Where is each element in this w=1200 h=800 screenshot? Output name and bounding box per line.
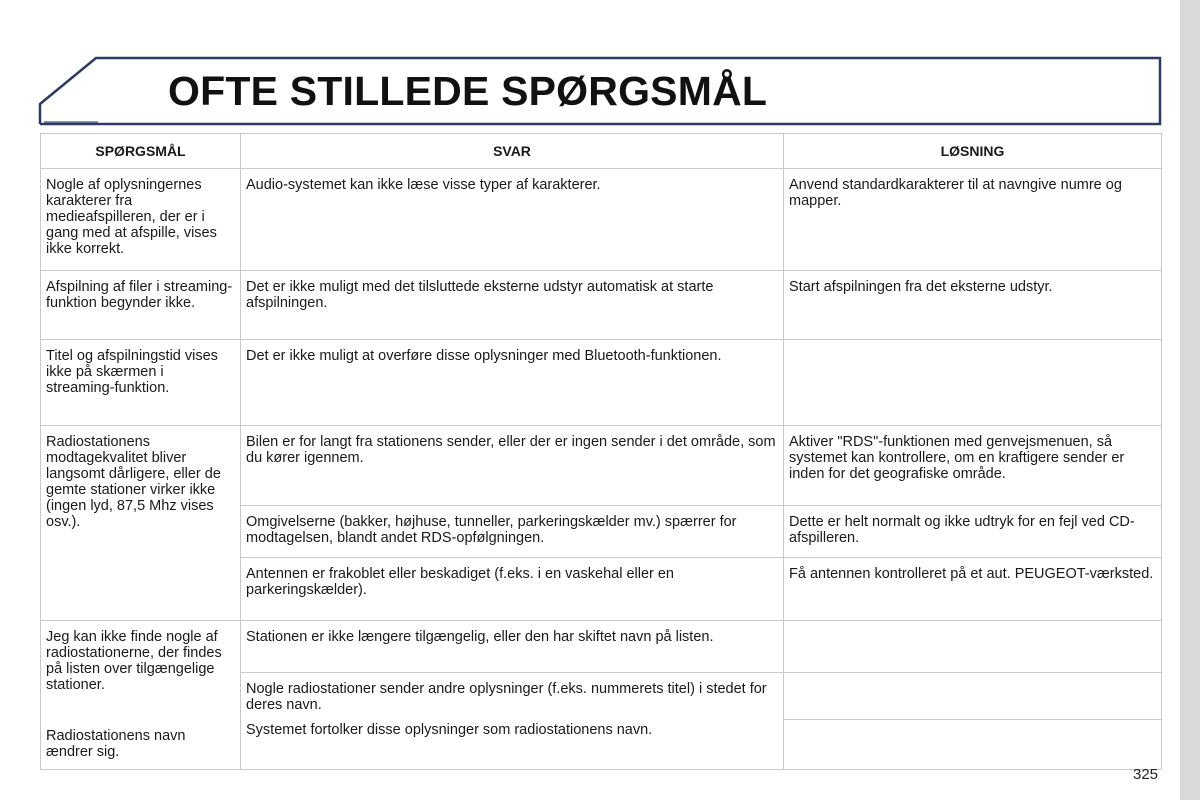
- solution-cell: [784, 340, 1162, 426]
- solution-cell: Anvend standardkarakterer til at navngive numre og mapper.: [784, 169, 1162, 271]
- page-title: OFTE STILLEDE SPØRGSMÅL: [168, 68, 768, 114]
- solution-cell: Dette er helt normalt og ikke udtryk for en fejl ved CD-afspilleren.: [784, 506, 1162, 558]
- table-row: [41, 169, 1162, 271]
- answer-cell: Stationen er ikke længere tilgængelig, eller den har skiftet navn på listen.: [241, 621, 784, 673]
- question-cell: Afspilning af filer i streaming-funktion begynder ikke.: [41, 271, 241, 340]
- faq-table: [40, 133, 1162, 770]
- solution-cell: Få antennen kontrolleret på et aut. PEUGEOT-værksted.: [784, 558, 1162, 621]
- table-row: [41, 340, 1162, 426]
- column-header-solution: LØSNING: [784, 134, 1162, 169]
- answer-cell: Nogle radiostationer sender andre oplysninger (f.eks. nummerets titel) i stedet for deres navn.: [241, 673, 784, 720]
- question-cell: Jeg kan ikke finde nogle af radiostationerne, der findes på listen over tilgængelige stationer.: [41, 621, 241, 720]
- answer-cell: Bilen er for langt fra stationens sender, eller der er ingen sender i det område, som du kører igennem.: [241, 426, 784, 506]
- answer-cell: Omgivelserne (bakker, højhuse, tunneller, parkeringskælder mv.) spærrer for modtagelsen, blandt andet RDS-opfølgningen.: [241, 506, 784, 558]
- answer-cell: Systemet fortolker disse oplysninger som radiostationens navn.: [241, 720, 784, 770]
- column-header-answer: SVAR: [241, 134, 784, 169]
- question-cell: Radiostationens modtagekvalitet bliver langsomt dårligere, eller de gemte stationer virker ikke (ingen lyd, 87,5 Mhz vises osv.).: [41, 426, 241, 621]
- question-cell: Nogle af oplysningernes karakterer fra medieafspilleren, der er i gang med at afspille, vises ikke korrekt.: [41, 169, 241, 271]
- question-cell: Titel og afspilningstid vises ikke på skærmen i streaming-funktion.: [41, 340, 241, 426]
- answer-cell: Det er ikke muligt med det tilsluttede eksterne udstyr automatisk at starte afspilningen.: [241, 271, 784, 340]
- table-row: [41, 621, 1162, 673]
- answer-cell: Antennen er frakoblet eller beskadiget (f.eks. i en vaskehal eller en parkeringskælder).: [241, 558, 784, 621]
- column-header-question: SPØRGSMÅL: [41, 134, 241, 169]
- table-row: [41, 271, 1162, 340]
- solution-cell: [784, 621, 1162, 673]
- solution-cell: [784, 673, 1162, 720]
- table-header-row: [41, 134, 1162, 169]
- page-number: 325: [1133, 766, 1159, 783]
- solution-cell: Start afspilningen fra det eksterne udstyr.: [784, 271, 1162, 340]
- answer-cell: Det er ikke muligt at overføre disse oplysninger med Bluetooth-funktionen.: [241, 340, 784, 426]
- solution-cell: [784, 720, 1162, 770]
- answer-cell: Audio-systemet kan ikke læse visse typer af karakterer.: [241, 169, 784, 271]
- table-row: [41, 426, 1162, 506]
- solution-cell: Aktiver "RDS"-funktionen med genvejsmenuen, så systemet kan kontrollere, om en kraftigere sender er inden for det geografiske område.: [784, 426, 1162, 506]
- question-cell: Radiostationens navn ændrer sig.: [41, 720, 241, 770]
- table-row: [41, 720, 1162, 770]
